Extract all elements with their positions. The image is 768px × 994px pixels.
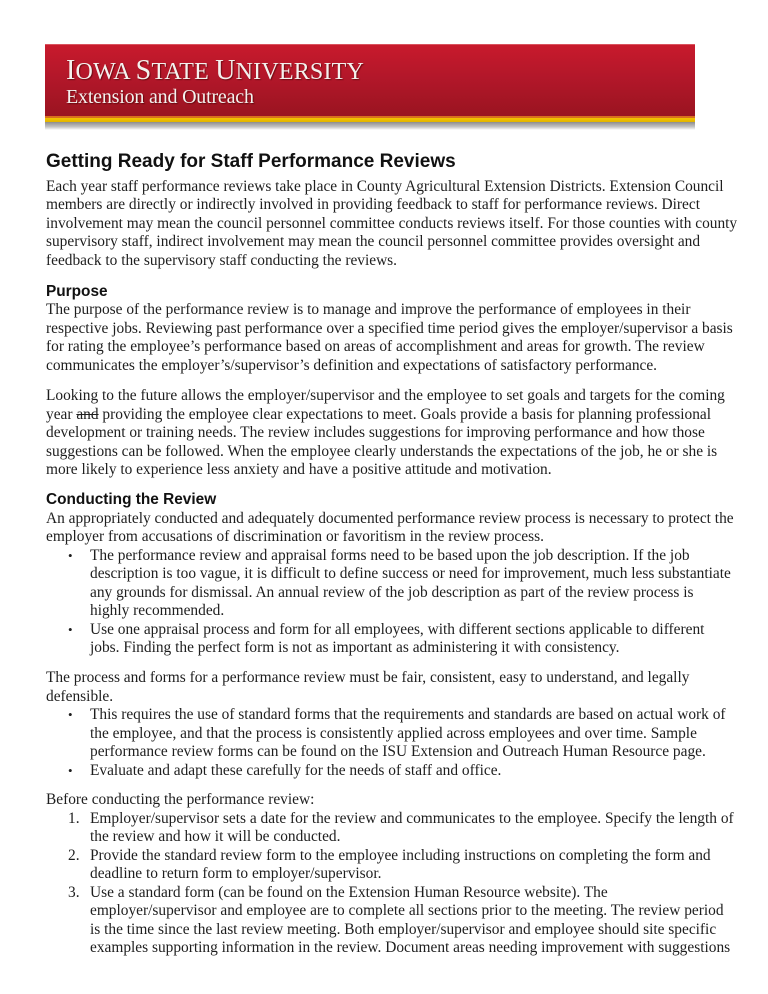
intro-line: supervisory staff, indirect involvement may mean the council personnel committee provides oversight and [46, 233, 701, 250]
bullet-text: any grounds for dismissal. An annual review of the job description as part of the review process is [90, 584, 694, 601]
bullet-text: Use one appraisal process and form for all employees, with different sections applicable to different [90, 621, 705, 638]
future-line [46, 406, 711, 424]
process-line: The process and forms for a performance review must be fair, consistent, easy to understand, and legally [46, 669, 690, 686]
bullet-icon: • [68, 707, 73, 722]
bullet-icon: • [68, 548, 73, 563]
before-label: Before conducting the performance review: [46, 791, 315, 808]
bullet-icon: • [68, 622, 73, 637]
step-text: is the time since the last review meeting. Both employer/supervisor and employee should site specific [90, 921, 717, 938]
step-text: the review and how it will be conducted. [90, 828, 341, 845]
step-text: Use a standard form (can be found on the Extension Human Resource website). The [90, 884, 608, 901]
intro-line: Each year staff performance reviews take place in County Agricultural Extension Districts. Extension Council [46, 178, 724, 195]
bullet-text: highly recommended. [90, 602, 225, 619]
struck-text: and [76, 406, 99, 423]
logo-letter: S [135, 55, 152, 86]
section-heading-conducting: Conducting the Review [46, 491, 217, 508]
conducting-line: An appropriately conducted and adequately documented performance review process is necessary to protect the [46, 510, 734, 527]
step-number: 1. [68, 810, 80, 827]
future-line: Looking to the future allows the employer/supervisor and the employee to set goals and targets for the coming [46, 387, 725, 404]
isu-extension-banner [45, 44, 695, 130]
step-text: examples supporting information in the review. Document areas needing improvement with suggestions [90, 939, 731, 956]
university-name [66, 55, 364, 87]
logo-text: NIVERSITY [235, 59, 365, 85]
bullet-text: the employee, and that the process is consistently applied across employees and over time. Sample [90, 725, 697, 742]
bullet-text: The performance review and appraisal forms need to be based upon the job description. If the job [90, 547, 690, 564]
step-text: Provide the standard review form to the employee including instructions on completing the form and [90, 847, 711, 864]
bullet-text: jobs. Finding the perfect form is not as important as administering it with consistency. [90, 639, 620, 656]
logo-letter: U [215, 55, 236, 86]
bullet-text: performance review forms can be found on the ISU Extension and Outreach Human Resource page. [90, 743, 706, 760]
logo-text: TATE [151, 59, 216, 85]
purpose-line: communicates the employer’s/supervisor’s definition and expectations of satisfactory performance. [46, 357, 658, 374]
banner-subtitle: Extension and Outreach [66, 86, 254, 108]
logo-text: OWA [75, 59, 136, 85]
logo-letter: I [66, 55, 76, 86]
process-line: defensible. [46, 688, 114, 705]
conducting-line: employer from accusations of discrimination or favoritism in the review process. [46, 528, 544, 545]
bullet-text: description is too vague, it is difficult to define success or need for improvement, much less substantiate [90, 565, 731, 582]
step-text: deadline to return form to employer/supervisor. [90, 865, 382, 882]
bullet-icon: • [68, 763, 73, 778]
text-run: year [46, 406, 77, 423]
page-title: Getting Ready for Staff Performance Reviews [46, 151, 456, 172]
step-number: 2. [68, 847, 80, 864]
intro-line: members are directly or indirectly involved in providing feedback to staff for performance reviews. Direct [46, 196, 700, 213]
purpose-line: The purpose of the performance review is to manage and improve the performance of employees in their [46, 301, 691, 318]
step-number: 3. [68, 884, 80, 901]
intro-line: feedback to the supervisory staff conducting the reviews. [46, 252, 398, 269]
bullet-text: Evaluate and adapt these carefully for the needs of staff and office. [90, 762, 502, 779]
section-heading-purpose: Purpose [46, 283, 108, 300]
step-text: employer/supervisor and employee are to complete all sections prior to the meeting. The review period [90, 902, 724, 919]
bullet-text: This requires the use of standard forms that the requirements and standards are based on actual work of [90, 706, 726, 723]
step-text: Employer/supervisor sets a date for the review and communicates to the employee. Specify the length of [90, 810, 734, 827]
intro-line: involvement may mean the council personnel committee conducts reviews itself. For those counties with county [46, 215, 738, 232]
future-line: suggestions can be followed. When the employee clearly understands the expectations of the job, he or she is [46, 443, 718, 460]
future-line: more likely to experience less anxiety and have a positive attitude and motivation. [46, 461, 552, 478]
banner-gray-shadow [45, 122, 695, 130]
future-line: development or training needs. The review includes suggestions for improving performance and how those [46, 424, 705, 441]
text-run: providing the employee clear expectations to meet. Goals provide a basis for planning professional [98, 406, 712, 423]
purpose-line: respective jobs. Reviewing past performance over a specified time period gives the employer/supervisor a basis [46, 320, 733, 337]
purpose-line: for rating the employee’s performance based on areas of accomplishment and areas for growth. The review [46, 338, 705, 355]
